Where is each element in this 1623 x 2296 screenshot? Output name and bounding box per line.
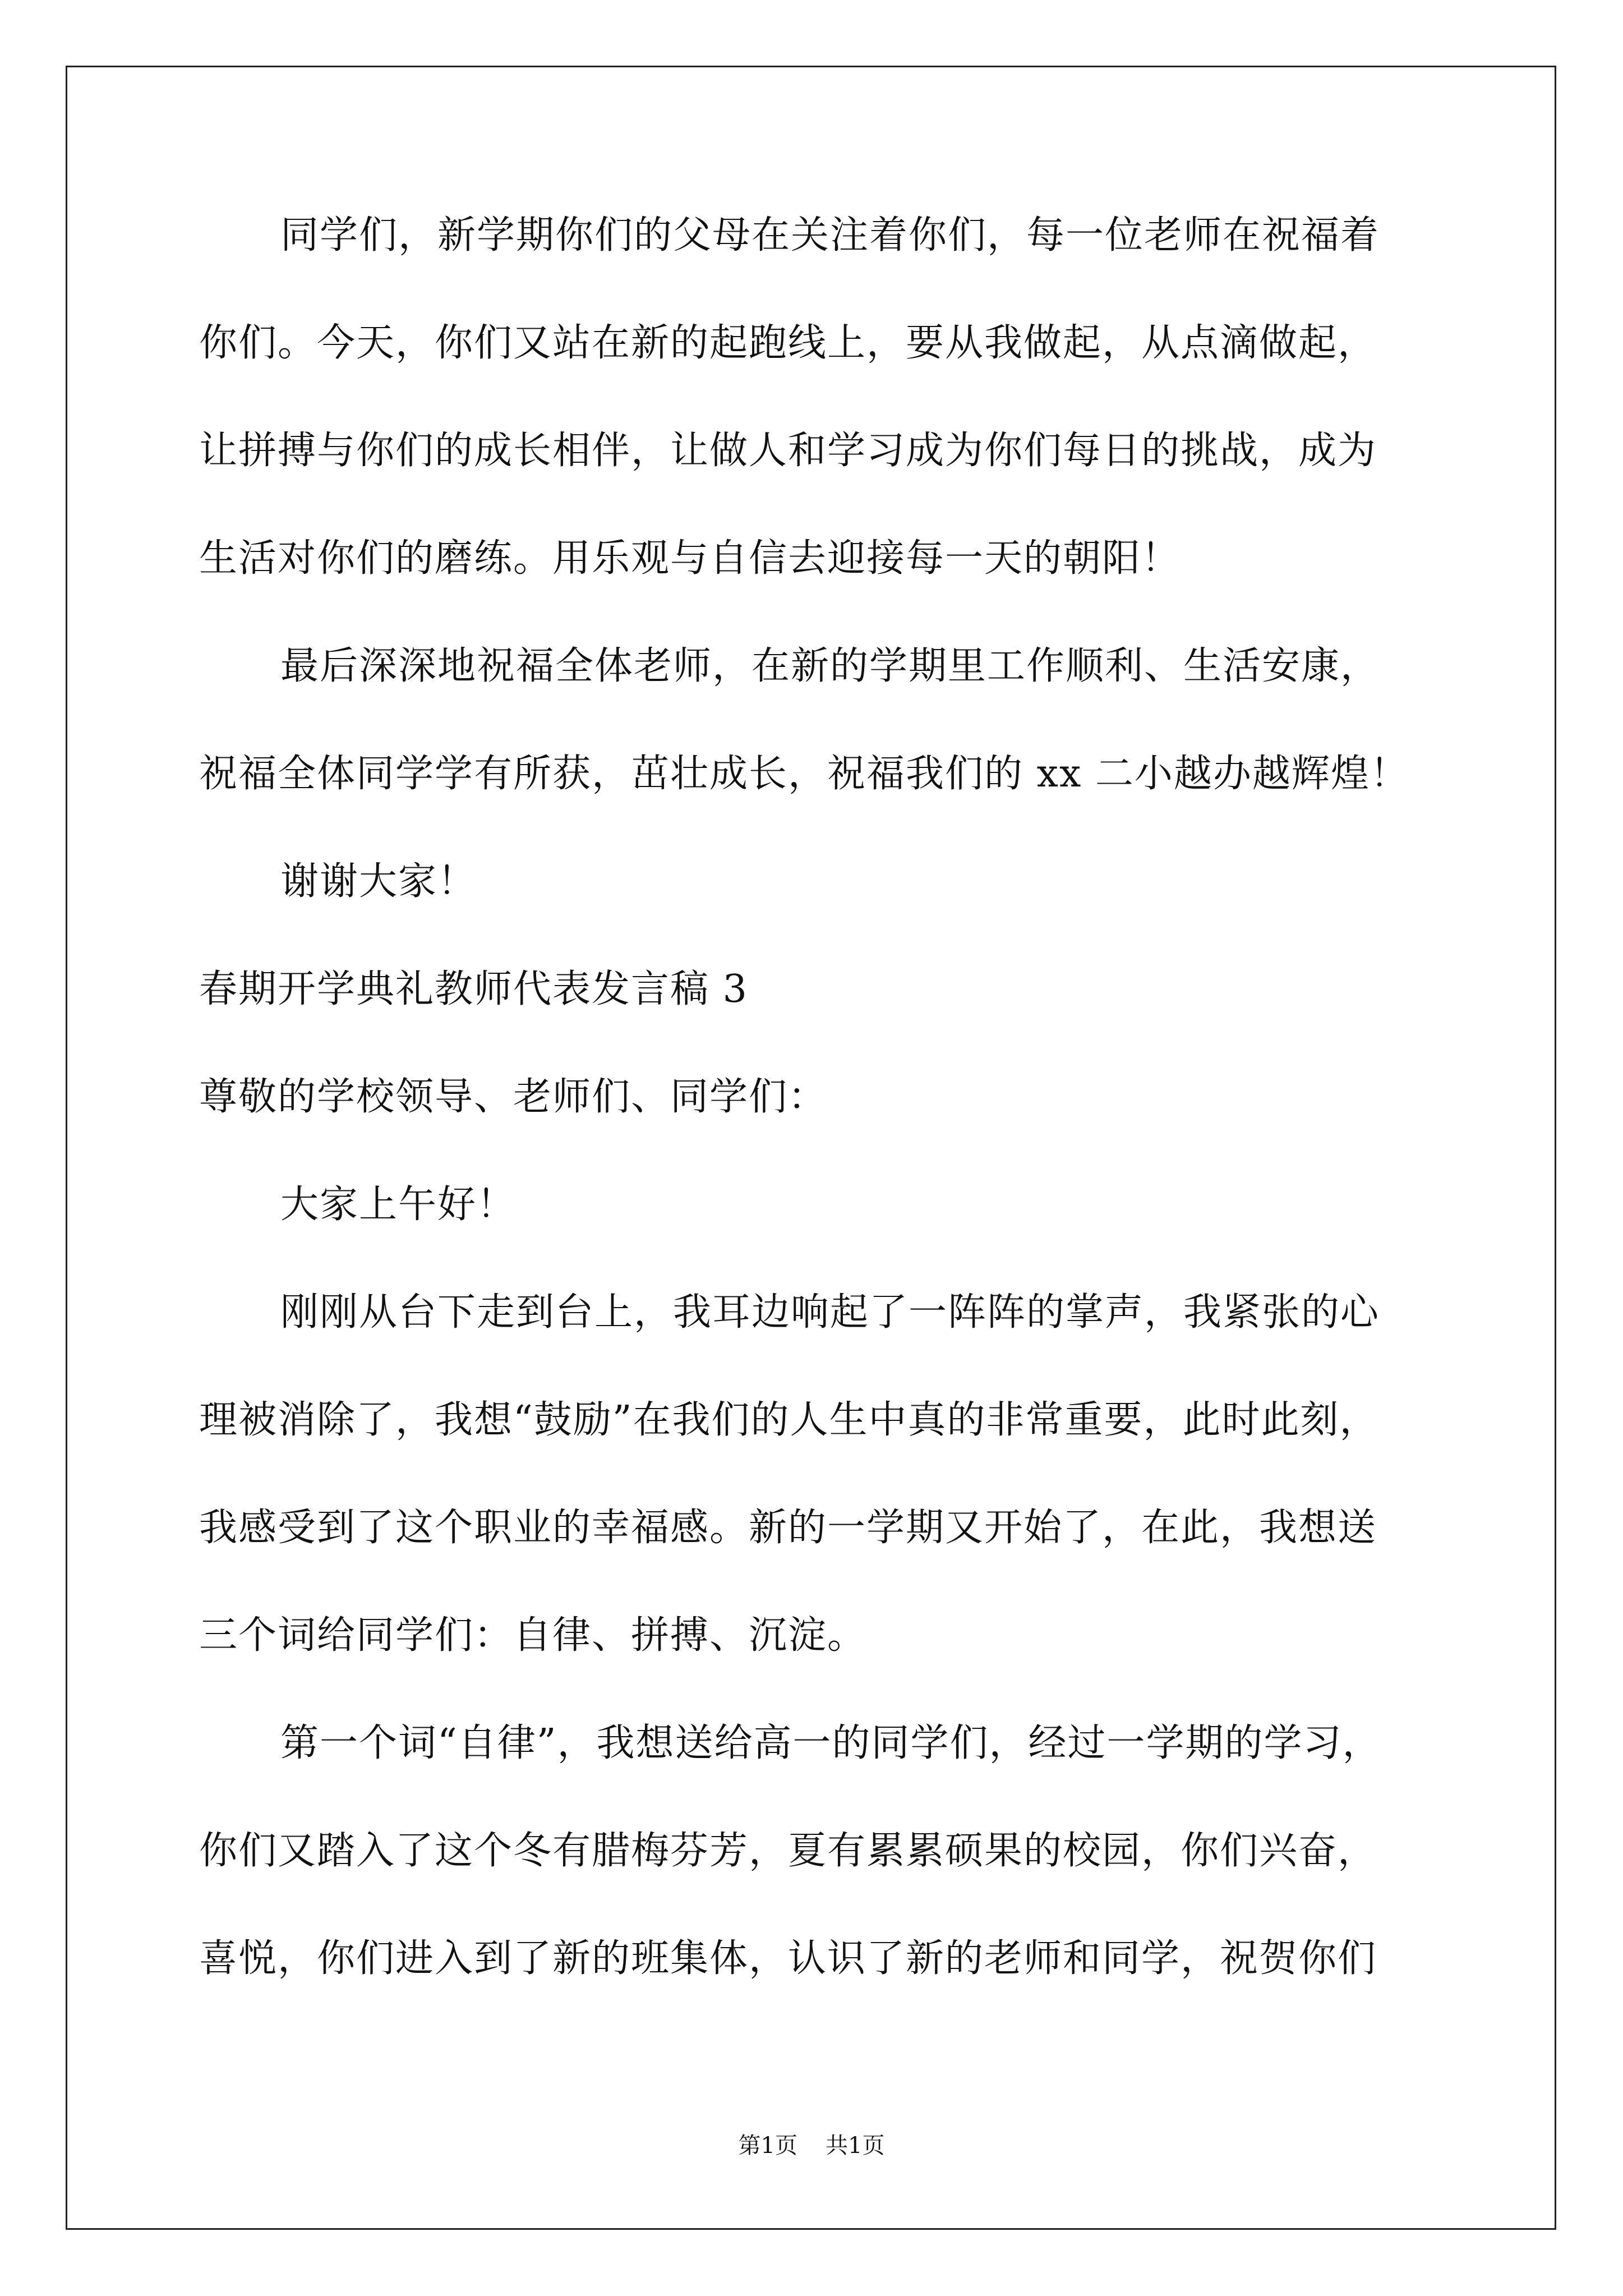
salutation: 尊敬的学校领导、老师们、同学们： xyxy=(199,1075,828,1119)
paragraph-line: 喜悦，你们进入到了新的班集体，认识了新的老师和同学，祝贺你们 xyxy=(199,1936,1377,1981)
paragraph-line: 你们又踏入了这个冬有腊梅芬芳，夏有累累硕果的校园，你们兴奋， xyxy=(199,1829,1377,1873)
page-border xyxy=(66,66,1556,2230)
greeting: 大家上午好！ xyxy=(280,1182,517,1227)
paragraph-line: 祝福全体同学学有所获，茁壮成长，祝福我们的 xx 二小越办越辉煌！ xyxy=(199,752,1409,796)
paragraph-line: 刚刚从台下走到台上，我耳边响起了一阵阵的掌声，我紧张的心 xyxy=(280,1290,1380,1335)
paragraph-line: 最后深深地祝福全体老师，在新的学期里工作顺利、生活安康， xyxy=(280,644,1380,688)
section-heading: 春期开学典礼教师代表发言稿 3 xyxy=(199,967,748,1011)
paragraph-line: 理被消除了，我想“鼓励”在我们的人生中真的非常重要，此时此刻， xyxy=(199,1398,1379,1442)
paragraph-line: 谢谢大家！ xyxy=(280,859,477,904)
page-number-total: 共1页 xyxy=(826,2133,885,2159)
paragraph-line: 第一个词“自律”，我想送给高一的同学们，经过一学期的学习， xyxy=(280,1721,1382,1765)
paragraph-line: 我感受到了这个职业的幸福感。新的一学期又开始了，在此，我想送 xyxy=(199,1506,1377,1550)
paragraph-line: 三个词给同学们：自律、拼搏、沉淀。 xyxy=(199,1613,867,1658)
page-footer xyxy=(0,2132,1623,2160)
paragraph-line: 让拼搏与你们的成长相伴，让做人和学习成为你们每日的挑战，成为 xyxy=(199,429,1377,473)
paragraph-line: 你们。今天，你们又站在新的起跑线上，要从我做起，从点滴做起， xyxy=(199,321,1377,365)
page-number-current: 第1页 xyxy=(738,2133,797,2159)
paragraph-line: 生活对你们的磨练。用乐观与自信去迎接每一天的朝阳！ xyxy=(199,536,1181,581)
paragraph-line: 同学们，新学期你们的父母在关注着你们，每一位老师在祝福着 xyxy=(280,213,1380,257)
